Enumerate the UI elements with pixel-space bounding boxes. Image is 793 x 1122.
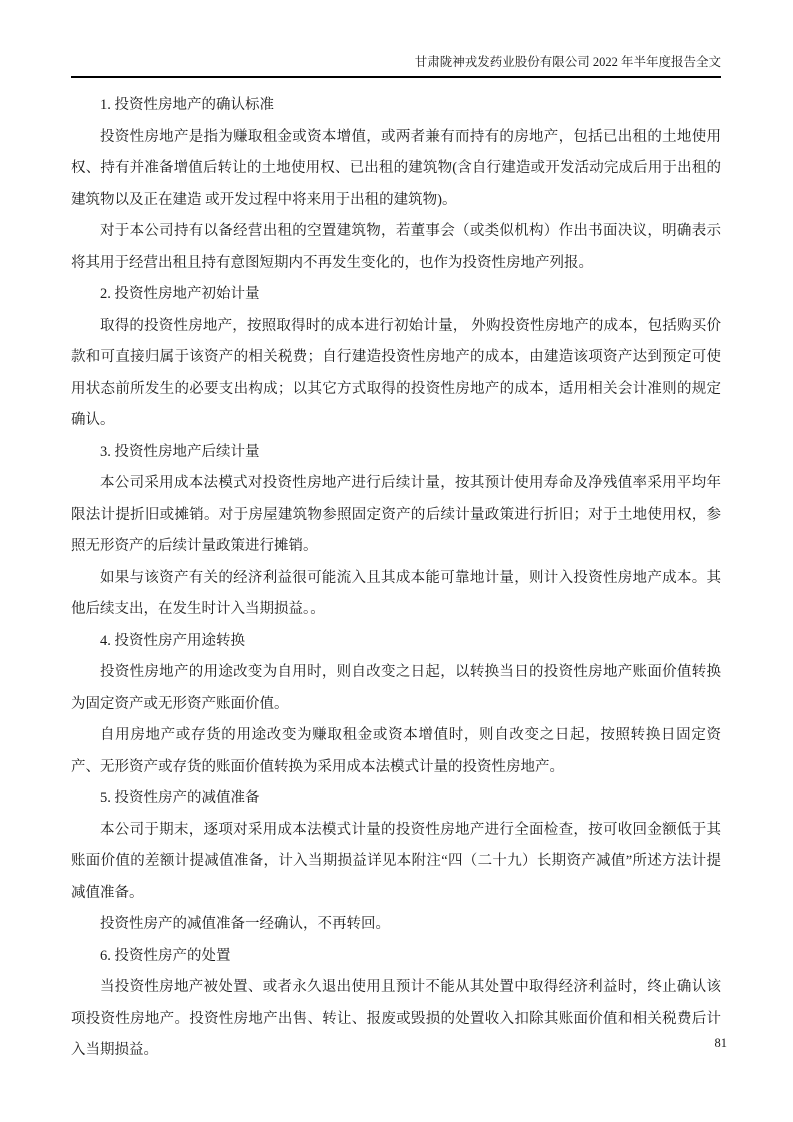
paragraph: 投资性房地产的用途改变为自用时，则自改变之日起，以转换当日的投资性房地产账面价值转换为固定资产或无形资产账面价值。 [71, 664, 721, 712]
paragraph: 本公司于期末，逐项对采用成本法模式计量的投资性房地产进行全面检查，按可收回金额低于其账面价值的差额计提减值准备，计入当期损益详见本附注“四（二十九）长期资产减值”所述方法计提减值准备。 [71, 821, 721, 901]
page-header: 甘肃陇神戎发药业股份有限公司 2022 年半年度报告全文 [71, 54, 721, 78]
section-4-heading: 4. 投资性房产用途转换 [100, 632, 245, 649]
paragraph: 本公司采用成本法模式对投资性房地产进行后续计量，按其预计使用寿命及净残值率采用平均年限法计提折旧或摊销。对于房屋建筑物参照固定资产的后续计量政策进行折旧；对于土地使用权，参照无形资产的后续计量政策进行摊销。 [71, 475, 721, 554]
section-3-heading: 3. 投资性房地产后续计量 [100, 443, 260, 460]
paragraph: 当投资性房地产被处置、或者永久退出使用且预计不能从其处置中取得经济利益时，终止确认该项投资性房地产。投资性房地产出售、转让、报废或毁损的处置收入扣除其账面价值和相关税费后计入当期损益。 [71, 979, 721, 1058]
paragraph: 取得的投资性房地产，按照取得时的成本进行初始计量， 外购投资性房地产的成本，包括购买价款和可直接归属于该资产的相关税费；自行建造投资性房地产的成本，由建造该项资产达到预定可使用状态前所发生的必要支出构成；以其它方式取得的投资性房地产的成本，适用相关会计准则的规定确认。 [71, 317, 721, 428]
page-number: 81 [714, 1036, 727, 1050]
section-2-heading: 2. 投资性房地产初始计量 [100, 286, 260, 302]
paragraph: 投资性房地产是指为赚取租金或资本增值，或两者兼有而持有的房地产，包括已出租的土地使用权、持有并准备增值后转让的土地使用权、已出租的建筑物(含自行建造或开发活动完成后用于出租的建筑物以及正在建造 或开发过程中将来用于出租的建筑物)。 [71, 128, 721, 208]
paragraph: 自用房地产或存货的用途改变为赚取租金或资本增值时，则自改变之日起，按照转换日固定资产、无形资产或存货的账面价值转换为采用成本法模式计量的投资性房地产。 [71, 727, 721, 775]
paragraph: 投资性房产的减值准备一经确认，不再转回。 [100, 916, 390, 932]
document-body [71, 90, 721, 1067]
section-1-heading: 1. 投资性房地产的确认标准 [100, 97, 274, 113]
section-5-heading: 5. 投资性房产的减值准备 [100, 790, 260, 806]
section-6-heading: 6. 投资性房产的处置 [100, 947, 231, 964]
paragraph: 对于本公司持有以备经营出租的空置建筑物，若董事会（或类似机构）作出书面决议，明确表示将其用于经营出租且持有意图短期内不再发生变化的，也作为投资性房地产列报。 [71, 223, 721, 271]
paragraph: 如果与该资产有关的经济利益很可能流入且其成本能可靠地计量，则计入投资性房地产成本。其他后续支出，在发生时计入当期损益。。 [71, 569, 721, 617]
